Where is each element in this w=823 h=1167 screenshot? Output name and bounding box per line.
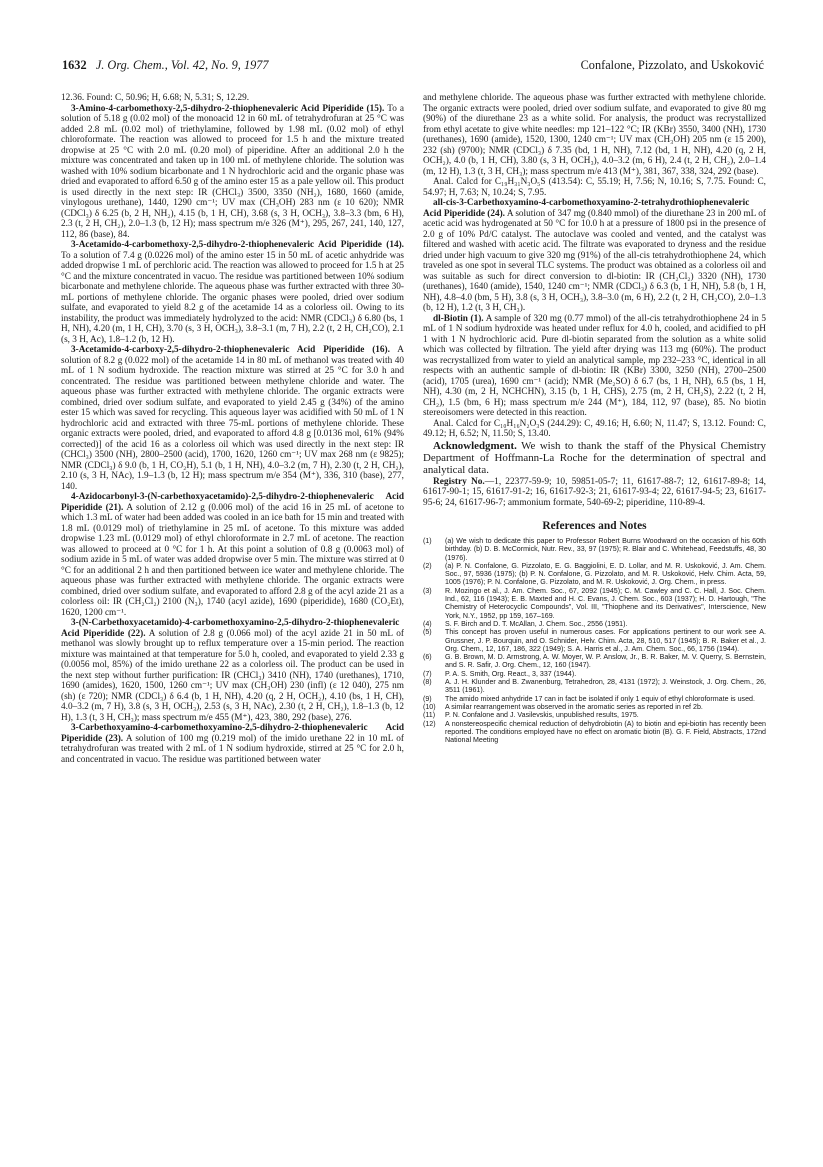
reference-item: [423, 562, 766, 587]
reference-text: A similar rearrangement was observed in the aromatic series as reported in ref 2b.: [445, 702, 703, 711]
paragraph-text: A solution of 8.2 g (0.022 mol) of the acetamide 14 in 80 mL of methanol was treated with 40 mL of 1 N sodium hydroxide. The reaction mixture was stirred at 25 °C for 3.0 h and concentrated. The residue was partitioned between methylene chloride and water. The aqueous phase was further extracted with methylene chloride. The organic extracts were combined, dried over sodium sulfate, and evaporated to yield 2.45 g (34%) of the amino ester 15 which was saved for recycling. This aqueous layer was acidified with 50 mL of 1 N hydrochloric acid and extracted with three 75-mL portions of methylene chloride. These organic extracts were pooled, dried, and evaporated to afford 4.8 g [0.0136 mol, 61% (94% corrected)] of the acid 16 as a colorless oil which was used directly in the next step: IR (CHCl₃) 3500 (NH), 2800–2500 (acid), 1700, 1620, 1260 cm⁻¹; UV max 268 nm (ε 9825); NMR (CDCl₃) δ 9.0 (b, 1 H, CO₂H), 5.1 (b, 1 H, NH), 4.0–3.2 (m, 7 H), 2.30 (t, 2 H, CH₂), 2.10 (s, 3 H, NAc), 1.9–1.3 (b, 12 H); mass spectrum m/e 354 (M⁺), 336, 310 (base), 277, 140.: [61, 345, 404, 492]
paragraph-text: Anal. Calcd for C₁₉H₃₁N₃O₅S (413.54): C, 55.19; H, 7.56; N, 10.16; S, 7.75. Found: C, 54.97; H, 7.63; N, 10.24; S, 7.95.: [423, 177, 766, 198]
paragraph: [423, 198, 766, 314]
reference-item: [423, 678, 766, 695]
paragraph-text: A solution of 2.8 g (0.066 mol) of the acyl azide 21 in 50 mL of methanol was slowly brought up to reflux temperature over a 15-min period. The reaction mixture was maintained at that temperature for 5.0 h, cooled, and evaporated to yield 2.33 g (0.0056 mol, 85%) of the imido urethane 22 as a colorless oil. The product can be used in the next step without further purification: IR (CHCl₃) 3410 (NH), 1740 (urethanes), 1710, 1690 (amides), 1620, 1500, 1260 cm⁻¹; UV max (CH₃OH) 230 (infl) (ε 12 040), 275 nm (sh) (ε 720); NMR (CDCl₃) δ 6.4 (b, 1 H, NH), 4.20 (q, 2 H, OCH₂), 4.10 (bs, 1 H, CH), 4.0–3.2 (m, 7 H), 3.8 (s, 3 H, OCH₃), 2.53 (s, 3 H, NAc), 2.30 (t, 2 H, CH₂), 1.8–1.3 (b, 12 H), 1.3 (t, 3 H, CH₃); mass spectrum m/e 455 (M⁺), 423, 380, 292 (base), 276.: [61, 628, 404, 723]
paragraph: [423, 177, 766, 198]
paragraph-heading: 3-Acetamido-4-carboxy-2,5-dihydro-2-thiophenevaleric Acid Piperidide (16).: [71, 345, 390, 355]
acknowledgment-text: We wish to thank the staff of the Physical Chemistry Department of Hoffmann-La Roche for the determination of spectral and analytical data.: [423, 439, 767, 477]
reference-item: [423, 695, 766, 703]
journal-citation: J. Org. Chem., Vol. 42, No. 9, 1977: [95, 58, 269, 72]
reference-number: (1): [423, 537, 432, 545]
reference-number: (10): [423, 702, 436, 711]
registry-numbers: [423, 477, 766, 509]
reference-text: This concept has proven useful in numerous cases. For applications pertinent to our work see A. Grussner, J. P. Bourquin, and O. Schnider, Helv. Chim. Acta, 28, 510, 517 (1945); B. R. Baker et al., J. Org. Chem., 12, 167, 186, 322 (1949); S. A. Harris et al., J. Am. Chem. Soc., 66, 1756 (1944).: [445, 628, 766, 653]
paragraph-heading: 3-Amino-4-carbomethoxy-2,5-dihydro-2-thiophenevaleric Acid Piperidide (15).: [71, 103, 385, 114]
paragraph: [61, 345, 404, 492]
right-column: [423, 93, 766, 744]
acknowledgment: [423, 440, 766, 477]
paragraph-text: A solution of 2.12 g (0.006 mol) of the acid 16 in 25 mL of acetone to which 1.3 mL of water had been added was cooled in an ice bath for 15 min and treated with 1.8 mL (0.0129 mol) of triethylamine in 25 mL of acetone. To this mixture was added dropwise 1.23 mL (0.0129 mol) of ethyl chloroformate in 2.7 mL of acetone. The reaction was allowed to proceed at 0 °C for 1 h. At this point a solution of 0.8 g (0.0063 mol) of sodium azide in 5 mL of water was added dropwise over 5 min. The mixture was stirred at 0 °C for an additional 2 h and then partitioned between ice water and methylene chloride. The aqueous phase was further extracted with methylene chloride. The organic extracts were combined, dried over sodium sulfate, and evaporated to afford 2.8 g of the acyl azide 21 as a colorless oil: IR (CH₂Cl₂) 2100 (N₃), 1740 (acyl azide), 1690 (piperidide), 1680 (CO₂Et), 1620, 1200 cm⁻¹.: [61, 502, 404, 618]
paragraph: [61, 93, 404, 104]
reference-number: (8): [423, 678, 432, 687]
paragraph-heading: 4-Azidocarbonyl-3-(N-carbethoxyacetamido)-2,5-dihydro-2-thiophenevaleric Acid Piperidide (21).: [61, 492, 404, 513]
paragraph: [423, 93, 766, 177]
references-list: [423, 537, 766, 744]
reference-item: [423, 703, 766, 711]
paragraph: [61, 492, 404, 618]
paragraph: [423, 419, 766, 440]
paragraph-heading: 3-Acetamido-4-carbomethoxy-2,5-dihydro-2-thiophenevaleric Acid Piperidide (14).: [71, 240, 404, 250]
reference-number: (2): [423, 561, 432, 570]
paragraph-text: and methylene chloride. The aqueous phase was further extracted with methylene chloride. The organic extracts were pooled, dried over sodium sulfate, and evaporated to give 80 mg (90%) of the diurethane 23 as a white solid. For analysis, the product was recrystallized from ethyl acetate to give white needles: mp 121–122 °C; IR (KBr) 3550, 3400 (NH), 1730 (urethanes), 1690 (amide), 1520, 1300, 1240 cm⁻¹; UV max (CH₃OH) 205 nm (ε 15 200), 232 (sh) (9700); NMR (CDCl₃) δ 7.35 (bd, 1 H, NH), 7.12 (bd, 1 H, NH), 4.20 (q, 2 H, OCH₂), 4.0 (b, 1 H, CH), 3.80 (s, 3 H, OCH₃), 4.0–3.2 (m, 6 H), 2.4 (t, 2 H, CH₂), 2.0–1.4 (m, 12 H), 1.3 (t, 3 H, CH₃); mass spectrum m/e 413 (M⁺), 381, 367, 338, 324, 292 (base).: [423, 93, 766, 177]
paragraph-text: A sample of 320 mg (0.77 mmol) of the all-cis tetrahydrothiophene 24 in 5 mL of 1 N sodium hydroxide was heated under reflux for 4.0 h, cooled, and acidified to pH 1 with 1 N hydrochloric acid. Pure dl-biotin separated from the solution as a white solid which was collected by filtration. The yield after drying was 113 mg (60%). The product was recrystallized from water to yield an analytical sample, mp 232–233 °C, identical in all respects with an authentic sample of dl-biotin: IR (KBr) 3300, 3250 (NH), 2700–2500 (acid), 1705 (urea), 1690 cm⁻¹ (acid); NMR (Me₂SO) δ 6.7 (bs, 1 H, NH), 6.5 (bs, 1 H, NH), 4.30 (m, 2 H, NCHCHN), 3.15 (b, 1 H, CHS), 2.75 (m, 2 H, CH₂S), 2.22 (t, 2 H, CH₂), 1.5 (bm, 6 H); mass spectrum m/e 244 (M⁺), 184, 112, 97 (base), 85. No biotin stereoisomers were detected in this reaction.: [423, 313, 766, 418]
right-column-body: [423, 93, 766, 440]
reference-item: [423, 620, 766, 628]
paragraph-heading: dl-Biotin (1).: [433, 313, 484, 324]
paragraph: [61, 104, 404, 241]
reference-text: (a) P. N. Confalone, G. Pizzolato, E. G. Baggiolini, E. D. Lollar, and M. R. Uskoković, J. Am. Chem. Soc., 97, 5936 (1975); (b) P. N. Confalone, G. Pizzolato, and M. R. Uskoković, Helv. Chim. Acta, 59, 1005 (1976); P. N. Confalone, G. Pizzolato, and M. R. Uskoković, J. Org. Chem., in press.: [445, 561, 766, 587]
reference-text: P. N. Confalone and J. Vasilevskis, unpublished results, 1975.: [445, 711, 639, 720]
references-heading: References and Notes: [542, 519, 647, 532]
left-column: [61, 93, 404, 765]
reference-item: [423, 537, 766, 562]
reference-text: S. F. Birch and D. T. McAllan, J. Chem. Soc., 2556 (1951).: [445, 619, 628, 628]
reference-text: A nonstereospecific chemical reduction of dehydrobiotin (A) to biotin and epi-biotin has recently been reported. The conditions employed have no effect on aromatic biotin (B). G. F. Field, Abstracts, 172nd National Meeting: [445, 719, 766, 745]
reference-text: The amido mixed anhydride 17 can in fact be isolated if only 1 equiv of ethyl chloroformate is used.: [445, 694, 755, 703]
reference-item: [423, 670, 766, 678]
reference-item: [423, 711, 766, 719]
reference-number: (12): [423, 719, 436, 728]
paragraph-heading: 3-(N-Carbethoxyacetamido)-4-carbomethoxyamino-2,5-dihydro-2-thiophenevaleric Acid Piperidide (22).: [61, 618, 400, 639]
reference-number: (7): [423, 669, 432, 678]
reference-number: (4): [423, 619, 432, 628]
reference-text: (a) We wish to dedicate this paper to Professor Robert Burns Woodward on the occasion of his 60th birthday. (b) D. B. McCormick, Nutr. Rev., 33, 97 (1975); R. Blair and C. Whitehead, Feedstuffs, 48, 30 (1976).: [445, 537, 766, 562]
reference-item: [423, 653, 766, 670]
reference-number: (5): [423, 628, 432, 637]
reference-item: [423, 628, 766, 653]
paragraph: [61, 240, 404, 345]
paragraph-text: 12.36. Found: C, 50.96; H, 6.68; N, 5.31; S, 12.29.: [61, 93, 250, 103]
paragraph: [61, 618, 404, 723]
header-authors: Confalone, Pizzolato, and Uskoković: [580, 58, 764, 72]
reference-number: (6): [423, 653, 432, 662]
reference-number: (3): [423, 586, 432, 595]
reference-item: [423, 720, 766, 745]
paragraph-text: To a solution of 5.18 g (0.02 mol) of the monoacid 12 in 60 mL of tetrahydrofuran at 25 °C was added 2.8 mL (0.02 mol) of triethylamine, followed by 1.98 mL (0.02 mol) of ethyl chloroformate. The reaction was allowed to proceed for 1.5 h and the mixture treated dropwise at 25 °C with 2.0 mL (0.20 mol) of piperidine. After an additional 2.0 h the mixture was concentrated and taken up in 100 mL of methylene chloride. The solution was washed with 10% sodium bicarbonate and 1 N hydrochloric acid and the organic phase was dried and evaporated to afford 6.50 g of the amino ester 15 as a pale yellow oil. This product is used directly in the next step: IR (CHCl₃) 3500, 3350 (NH₂), 1680, 1660 (amide, vinylogous urethane), 1440, 1290 cm⁻¹; UV max (CH₃OH) 283 nm (ε 10 620); NMR (CDCl₃) δ 6.25 (b, 2 H, NH₂), 4.15 (b, 1 H, CH), 3.68 (s, 3 H, OCH₃), 3.8–3.3 (bm, 6 H), 2.3 (t, 2 H, CH₂), 2.0–1.3 (b, 12 H); mass spectrum m/e 326 (M⁺), 295, 267, 241, 140, 127, 112, 86 (base), 84.: [61, 103, 404, 240]
header-left: [62, 58, 269, 73]
reference-text: R. Mozingo et al., J. Am. Chem. Soc., 67, 2092 (1945); C. M. Cawley and C. C. Hall, J. Soc. Chem. Ind., 62, 116 (1943); E. B. Maxted and H. C. Evans, J. Chem. Soc., 603 (1937); H. D. Hartough, "The Chemistry of Heterocyclic Compounds", Vol. III, "Thiophene and its Derivatives", Interscience, New York, N.Y., 1952, pp 159, 167–169.: [445, 586, 766, 620]
paragraph-heading: 3-Carbethoxyamino-4-carbomethoxyamino-2,5-dihydro-2-thiophenevaleric Acid Piperidide (23).: [61, 723, 404, 744]
paragraph-heading: all-cis-3-Carbethoxyamino-4-carbomethoxyamino-2-tetrahydrothiophenevaleric Acid Piperidide (24).: [423, 198, 750, 219]
page-number: 1632: [62, 58, 87, 72]
reference-item: [423, 587, 766, 620]
acknowledgment-label: Acknowledgment.: [433, 439, 517, 452]
paragraph: [61, 723, 404, 765]
reference-number: (11): [423, 711, 436, 720]
paragraph-text: To a solution of 7.4 g (0.0226 mol) of the amino ester 15 in 50 mL of acetic anhydride was added dropwise 1 mL of perchloric acid. The reaction was allowed to proceed for 1.5 h at 25 °C and the mixture concentrated in vacuo. The residue was partitioned between 10% sodium bicarbonate and methylene chloride. The aqueous phase was further extracted with three 30-mL portions of methylene chloride. The organic phases were pooled, dried over sodium sulfate, and evaporated to yield 8.2 g of the acetamide 14 as a colorless oil. Owing to its instability, the product was immediately hydrolyzed to the acid: NMR (CDCl₃) δ 6.80 (bs, 1 H, NH), 4.20 (m, 1 H, CH), 3.70 (s, 3 H, OCH₃), 3.8–3.1 (m, 7 H), 2.2 (t, 2 H, CH₂CO), 2.1 (s, 3 H, Ac), 1.8–1.2 (b, 12 H).: [61, 250, 404, 345]
reference-text: A. J. H. Klunder and B. Zwanenburg, Tetrahedron, 28, 4131 (1972); J. Weinstock, J. Org. Chem., 26, 3511 (1961).: [445, 678, 766, 695]
paragraph-text: Anal. Calcd for C₁₀H₁₆N₂O₃S (244.29): C, 49.16; H, 6.60; N, 11.47; S, 13.12. Found: C, 49.12; H, 6.52; N, 11.50; S, 13.40.: [423, 418, 766, 439]
paragraph: [423, 314, 766, 419]
paragraph-text: A solution of 347 mg (0.840 mmol) of the diurethane 23 in 200 mL of acetic acid was hydrogenated at 50 °C for 10.0 h at a pressure of 1800 psi in the presence of 2.0 g of 10% Pd/C catalyst. The autoclave was cooled and vented, and the catalyst was filtered and washed with acetic acid. The filtrate was evaporated to dryness and the residue dried under high vacuum to give 320 mg (91%) of the all-cis tetrahydrothiophene 24, which traveled as one spot in several TLC systems. The product was obtained as a colorless oil and was suitable as such for direct conversion to dl-biotin: IR (CH₂Cl₂) 3320 (NH), 1730 (urethanes), 1640 (amide), 1540, 1240 cm⁻¹; NMR (CDCl₃) δ 6.3 (b, 1 H, NH), 5.8 (b, 1 H, NH), 4.8–4.0 (bm, 5 H), 3.8 (s, 3 H, OCH₃), 3.8–3.0 (m, 6 H), 2.2 (t, 2 H, CH₂CO), 2.0–1.3 (b, 12 H), 1.2 (t, 3 H, CH₃).: [423, 208, 766, 313]
reference-text: G. B. Brown, M. D. Armstrong, A. W. Moyer, W. P. Anslow, Jr., B. R. Baker, M. V. Querry, S. Bernstein, and S. R. Safir, J. Org. Chem., 12, 160 (1947).: [445, 653, 766, 670]
reference-text: P. A. S. Smith, Org. React., 3, 337 (1944).: [445, 669, 577, 678]
page-header: [62, 58, 764, 76]
registry-text: —1, 22377-59-9; 10, 59851-05-7; 11, 61617-88-7; 12, 61617-89-8; 14, 61617-90-1; 15, 61617-91-2; 16, 61617-92-3; 21, 61617-93-4; 22, 61617-94-5; 23, 61617-95-6; 24, 61617-96-7; ammonium formate, 540-69-2; piperidine, 110-89-4.: [423, 476, 766, 508]
paragraph-text: A solution of 100 mg (0.219 mol) of the imido urethane 22 in 10 mL of tetrahydrofuran was treated with 2 mL of 1 N sodium hydroxide, stirred at 25 °C for 2.0 h, and concentrated in vacuo. The residue was partitioned between water: [61, 733, 404, 765]
registry-label: Registry No.: [433, 476, 485, 487]
reference-number: (9): [423, 694, 432, 703]
